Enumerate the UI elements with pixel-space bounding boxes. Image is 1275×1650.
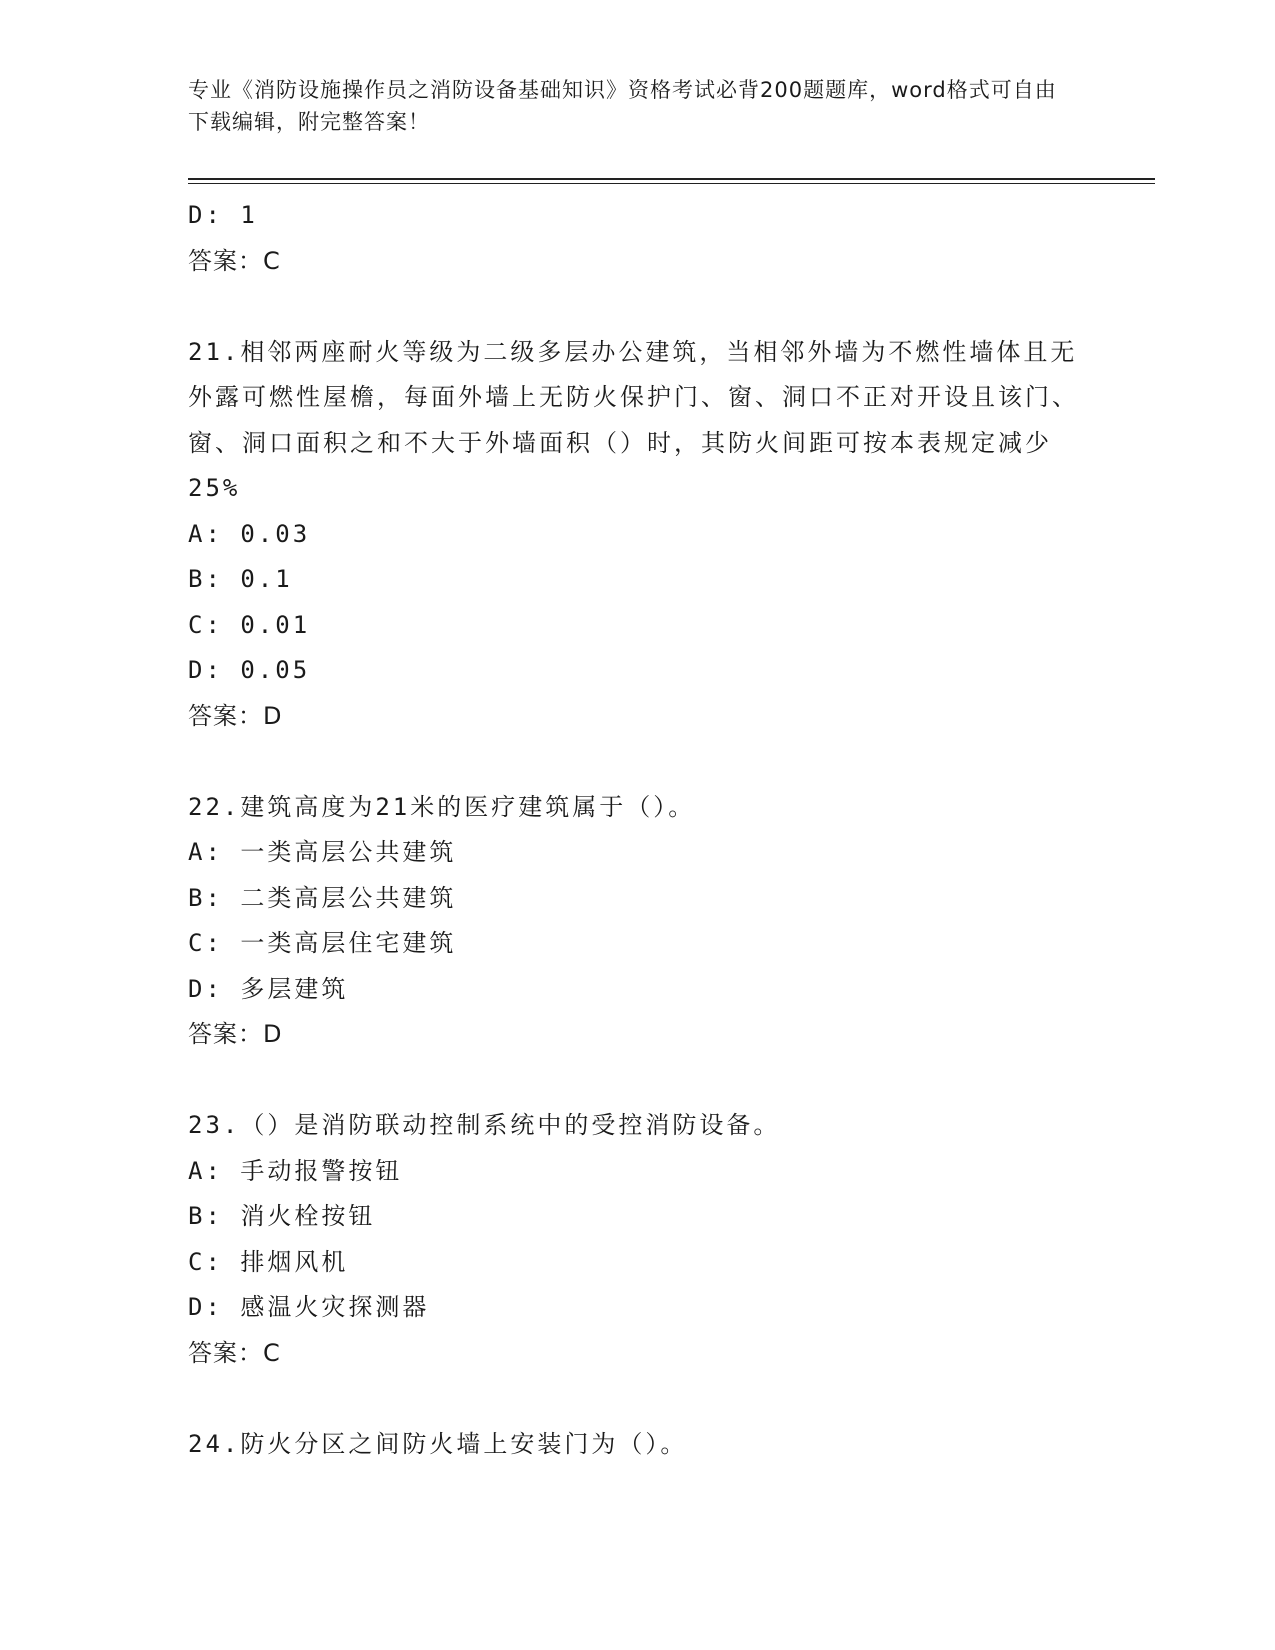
- option-a: A: 一类高层公共建筑: [188, 838, 457, 866]
- answer: 答案：D: [188, 701, 283, 730]
- option-d: D: 感温火灾探测器: [188, 1293, 430, 1321]
- question-stem: 23.（）是消防联动控制系统中的受控消防设备。: [188, 1111, 781, 1139]
- header-rule-thin: [188, 183, 1155, 184]
- prev-answer: 答案：C: [188, 246, 281, 275]
- question-22: [188, 785, 1088, 1058]
- spacer: [188, 739, 1088, 785]
- question-stem: 24.防火分区之间防火墙上安装门为（）。: [188, 1429, 688, 1458]
- option-d: D: 多层建筑: [188, 974, 349, 1003]
- spacer: [188, 284, 1088, 330]
- option-c: C: 0.01: [188, 610, 311, 639]
- option-a: A: 0.03: [188, 519, 311, 548]
- answer: 答案：C: [188, 1338, 281, 1367]
- question-stem: 22.建筑高度为21米的医疗建筑属于（）。: [188, 792, 696, 821]
- question-23: [188, 1103, 1088, 1376]
- answer: 答案：D: [188, 1020, 283, 1048]
- prev-option-d: D: 1: [188, 201, 258, 229]
- option-d: D: 0.05: [188, 656, 311, 684]
- option-c: C: 排烟风机: [188, 1247, 349, 1276]
- question-content: [188, 193, 1088, 1467]
- question-24: [188, 1422, 1088, 1468]
- spacer: [188, 1376, 1088, 1422]
- option-c: C: 一类高层住宅建筑: [188, 929, 457, 957]
- question-stem: 21.相邻两座耐火等级为二级多层办公建筑，当相邻外墙为不燃性墙体且无外露可燃性屋檐，每面外墙上无防火保护门、窗、洞口不正对开设且该门、窗、洞口面积之和不大于外墙面积（）时，其防火间距可按本表规定减少25%: [188, 337, 1079, 502]
- option-b: B: 二类高层公共建筑: [188, 883, 457, 912]
- spacer: [188, 1058, 1088, 1104]
- option-a: A: 手动报警按钮: [188, 1156, 403, 1185]
- page-header: 专业《消防设施操作员之消防设备基础知识》资格考试必背200题题库，word格式可自由下载编辑，附完整答案！: [188, 78, 1057, 134]
- option-b: B: 消火栓按钮: [188, 1202, 376, 1230]
- header-rule-thick: [188, 178, 1155, 180]
- option-b: B: 0.1: [188, 565, 293, 593]
- question-21: [188, 330, 1088, 740]
